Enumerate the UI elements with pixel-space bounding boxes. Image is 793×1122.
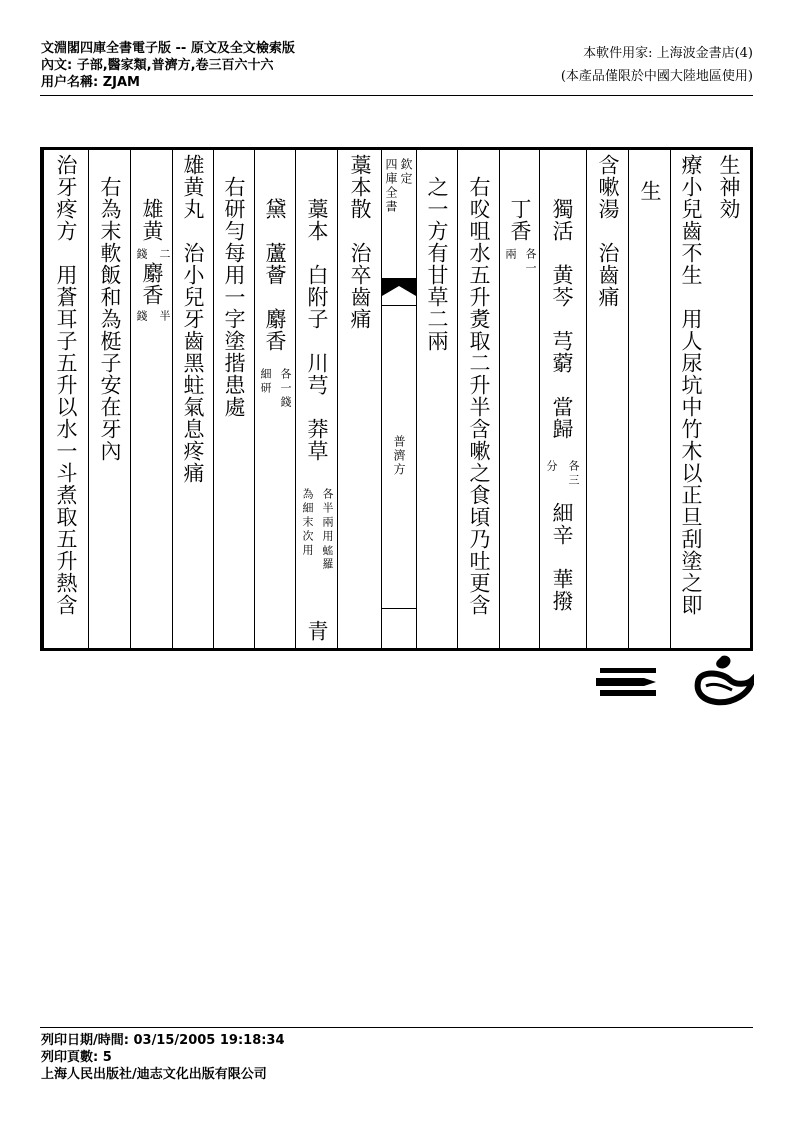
header-license [561,42,753,88]
column-text: 右為末軟飯和為梃子安在牙內 [98,176,122,462]
text-column [711,150,750,648]
footer-info [41,1032,285,1083]
column-text: 雄黄 [140,198,164,242]
column-text: 生 [638,180,662,202]
column-text: 生神効 [717,154,741,220]
gutter-rule-lower [382,608,416,609]
header-title: 文淵閣四庫全書電子版 -- 原文及全文檢索版 [41,41,295,56]
column-text: 黛 蘆薈 麝香 [263,198,287,352]
column-text: 右㕮咀水五升煑取二升半含嗽之食頃乃吐更含 [467,176,491,616]
text-column [172,150,213,648]
text-column [628,150,670,648]
column-text: 之一方有甘草二兩 [425,176,449,352]
header-rule [40,95,753,96]
gutter-title-2: 四庫全書 [384,158,398,214]
column-note: 錢 [135,310,148,324]
column-note: 各一錢 [279,368,292,410]
column-text: 青 [305,620,329,642]
column-note: 錢 [135,248,148,262]
text-column [670,150,711,648]
column-text: 右研勻每用一字塗揩患處 [222,176,246,418]
column-note: 各半兩用𧎼羅 [321,488,334,572]
center-gutter [381,150,416,648]
header-username: 用户名稱: ZJAM [41,75,140,90]
text-column [88,150,130,648]
column-text: 獨活 黄芩 芎藭 當歸 [550,198,574,440]
column-note: 各一 [524,248,537,276]
license-region: (本產品僅限於中國大陸地區使用) [560,69,753,84]
footer-rule [40,1027,753,1028]
gutter-title-1: 欽定 [399,158,413,186]
column-text: 細辛 華撥 [550,502,574,612]
column-note: 二 [158,248,171,262]
text-column [539,150,586,648]
fishtail-mark [382,278,416,298]
brush-seal-icon [692,652,754,708]
print-pages: 列印頁數: 5 [41,1050,112,1065]
text-column [43,150,88,648]
column-text: 藁本 白附子 川芎 莽草 [305,198,329,462]
text-column [416,150,457,648]
header-content-path: 內文: 子部,醫家類,普濟方,卷三百六十六 [41,58,274,73]
column-text: 雄黄丸 治小兒牙齒黑蛀氣息疼痛 [181,154,205,484]
column-note: 兩 [504,248,517,262]
gutter-rule-upper [382,305,416,306]
column-note: 各三 [567,460,580,488]
text-column [254,150,295,648]
print-datetime: 列印日期/時間: 03/15/2005 19:18:34 [41,1033,285,1048]
text-column [337,150,381,648]
page-frame [40,147,753,651]
text-column [130,150,172,648]
column-text: 含嗽湯 治齒痛 [596,154,620,308]
column-text: 藁本散 治卒齒痛 [348,154,372,330]
column-note: 細研 [259,368,272,396]
publisher-mark-icon [596,664,664,700]
gutter-book-title: 普濟方 [392,435,406,477]
publisher-name: 上海人民出版社/迪志文化出版有限公司 [41,1067,267,1082]
text-column [295,150,337,648]
text-column [499,150,539,648]
column-note: 半 [158,310,171,324]
header-info [41,40,295,91]
column-text: 治牙疼方 用蒼耳子五升以水一斗煮取五升熱含 [54,154,78,616]
column-text: 麝香 [140,262,164,306]
text-column [586,150,628,648]
text-column [457,150,499,648]
column-text: 療小兒齒不生 用人尿坑中竹木以正旦刮塗之即 [679,154,703,616]
text-column [213,150,254,648]
column-text: 丁香 [508,198,532,242]
column-note: 為細末次用 [301,488,314,558]
license-user: 本軟件用家: 上海波金書店(4) [583,46,753,61]
column-note: 分 [545,460,558,474]
